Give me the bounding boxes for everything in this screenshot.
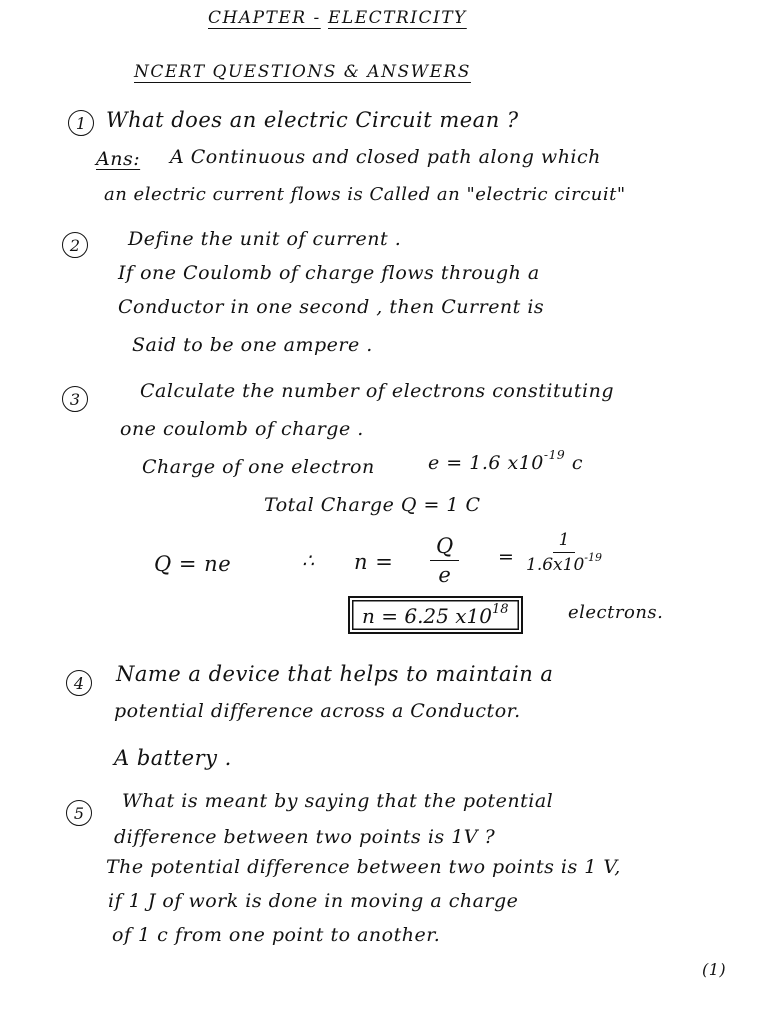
answer-1-line-1: A Continuous and closed path along which bbox=[170, 146, 601, 168]
question-number-2: 2 bbox=[62, 232, 88, 258]
question-number-5: 5 bbox=[66, 800, 92, 826]
fraction-numerator: Q bbox=[430, 536, 459, 561]
question-number-4: 4 bbox=[66, 670, 92, 696]
answer-2-line-2: Conductor in one second , then Current is bbox=[118, 296, 545, 318]
answer-5-line-2: if 1 J of work is done in moving a charge bbox=[108, 890, 519, 912]
fraction-denominator: e bbox=[438, 563, 451, 587]
chapter-label: CHAPTER - bbox=[208, 8, 321, 28]
fraction-denominator: $1.6x10^{-19}$ bbox=[526, 551, 603, 575]
answer-label: Ans: bbox=[96, 148, 141, 170]
n-equals: n = bbox=[354, 550, 394, 574]
question-number-1: 1 bbox=[68, 110, 94, 136]
answer-1-line-2: an electric current flows is Called an "electric circuit" bbox=[104, 184, 626, 205]
answer-5-line-1: The potential difference between two points is 1 V, bbox=[106, 856, 621, 878]
charge-label: Charge of one electron bbox=[142, 456, 375, 478]
equals-sign: = bbox=[498, 546, 515, 568]
answer-4: A battery . bbox=[114, 746, 232, 770]
question-5-line-2: difference between two points is 1V ? bbox=[114, 826, 496, 848]
result-unit: electrons. bbox=[568, 602, 664, 623]
question-3-line-1: Calculate the number of electrons constituting bbox=[140, 380, 614, 402]
question-1-text: What does an electric Circuit mean ? bbox=[106, 108, 519, 132]
chapter-title: ELECTRICITY bbox=[328, 8, 467, 28]
q-equals-ne: Q = ne bbox=[154, 552, 232, 576]
answer-2-line-3: Said to be one ampere . bbox=[132, 334, 373, 356]
electron-charge-equation: e = 1.6 $x10^{-19}$ c bbox=[428, 448, 583, 474]
page-number: (1) bbox=[702, 960, 727, 979]
question-2-text: Define the unit of current . bbox=[128, 228, 402, 250]
question-5-line-1: What is meant by saying that the potential bbox=[122, 790, 554, 812]
result-box: n = 6.25 $x10^{18}$ bbox=[348, 596, 523, 634]
question-4-line-2: potential difference across a Conductor. bbox=[114, 700, 521, 722]
fraction-one-over-charge bbox=[526, 532, 602, 574]
question-3-line-2: one coulomb of charge . bbox=[120, 418, 364, 440]
total-charge-line: Total Charge Q = 1 C bbox=[264, 494, 481, 516]
answer-5-line-3: of 1 c from one point to another. bbox=[112, 924, 441, 946]
fraction-numerator: 1 bbox=[553, 532, 576, 553]
fraction-q-over-e bbox=[430, 536, 459, 586]
section-title: NCERT QUESTIONS & ANSWERS bbox=[134, 62, 471, 82]
question-number-3: 3 bbox=[62, 386, 88, 412]
question-4-line-1: Name a device that helps to maintain a bbox=[116, 662, 554, 686]
answer-2-line-1: If one Coulomb of charge flows through a bbox=[118, 262, 540, 284]
therefore-symbol: ∴ bbox=[302, 550, 315, 572]
